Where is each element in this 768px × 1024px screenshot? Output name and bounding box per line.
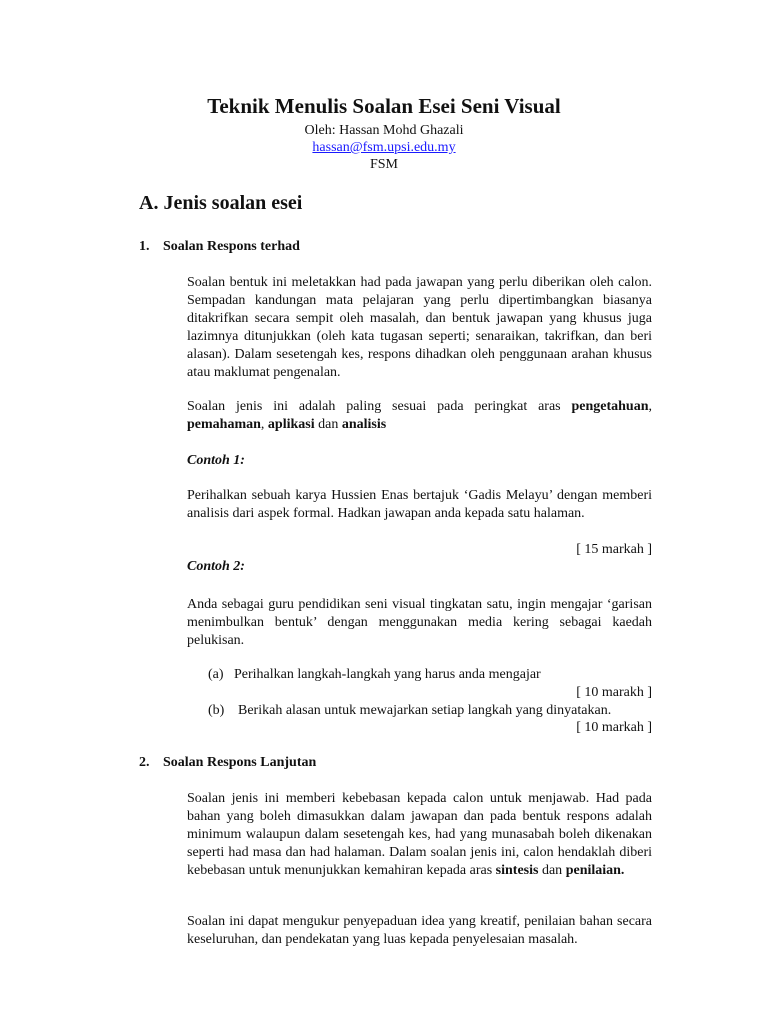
s1-p2-comma: , [260,417,268,432]
document-title: Teknik Menulis Soalan Esei Seni Visual [207,94,561,118]
s1-paragraph-2 [187,398,652,434]
section-a-heading: A. Jenis soalan esei [139,192,303,214]
email-line [0,139,768,157]
item-a-marks: [ 10 marakh ] [576,685,652,700]
question-item-b [208,702,611,720]
subsection-1-heading [139,239,300,255]
s1-p2-bold-pemahaman: pemahaman [187,417,261,432]
contoh-2-label: Contoh 2: [187,559,245,574]
subsection-2-title: Soalan Respons Lanjutan [163,755,317,770]
email-link[interactable]: hassan@fsm.upsi.edu.my [312,140,456,155]
s1-p2-bold-analisis: analisis [341,417,387,432]
s1-p2-bold-pengetahuan: pengetahuan [571,399,649,414]
item-a-text: Perihalkan langkah-langkah yang harus anda mengajar [234,667,541,682]
s1-p2-text: Soalan jenis ini adalah paling sesuai pada peringkat aras [187,399,572,414]
question-item-a [208,666,541,684]
contoh-1-text: Perihalkan sebuah karya Hussien Enas bertajuk ‘Gadis Melayu’ dengan memberi analisis dari aspek formal. Hadkan jawapan anda kepada satu halaman. [187,488,652,521]
author-line: Oleh: Hassan Mohd Ghazali [304,123,464,138]
contoh-1-label: Contoh 1: [187,453,245,468]
s2-p1-bold-sintesis: sintesis [495,863,539,878]
s1-p2-bold-aplikasi: aplikasi [267,417,315,432]
item-a-label: (a) [208,667,224,682]
s2-paragraph-2: Soalan ini dapat mengukur penyepaduan idea yang kreatif, penilaian bahan secara keseluruhan, dan pendekatan yang luas kepada penyelesaian masalah. [187,914,652,947]
item-b-marks: [ 10 markah ] [576,720,652,735]
s2-p1-text: Soalan jenis ini memberi kebebasan kepada calon untuk menjawab. Had pada bahan yang boleh dimasukkan dalam jawapan dan pada bentuk respons adalah minimum walaupun dalam sesetengah kes, had yang munasabah boleh dikenakan seperti had masa dan had halaman. Dalam soalan jenis ini, calon hendaklah diberi kebebasan untuk menunjukkan kemahiran kepada aras [187,791,652,878]
s2-paragraph-1 [187,790,652,880]
s2-p1-and: dan [538,863,566,878]
contoh-2-text: Anda sebagai guru pendidikan seni visual tingkatan satu, ingin mengajar ‘garisan menimbulkan bentuk’ dengan menggunakan media kering sebagai kaedah pelukisan. [187,597,652,648]
s1-p2-and: dan [314,417,342,432]
s1-paragraph-1: Soalan bentuk ini meletakkan had pada jawapan yang perlu diberikan oleh calon. Sempadan kandungan mata pelajaran yang perlu dipertimbangkan biasanya ditakrifkan secara sempit oleh masalah, dan bentuk jawapan yang khusus juga lazimnya ditunjukkan (oleh kata tugasan seperti; senaraikan, takrifkan, dan beri alasan). Dalam sesetengah kes, respons dihadkan oleh penggunaan arahan khusus atau maklumat pengenalan. [187,275,652,380]
item-b-text: Berikah alasan untuk mewajarkan setiap langkah yang dinyatakan. [238,703,612,718]
subsection-2-heading [139,755,316,771]
item-b-label: (b) [208,703,225,718]
subsection-1-number: 1. [139,239,150,254]
subsection-2-number: 2. [139,755,150,770]
subsection-1-title: Soalan Respons terhad [163,239,300,254]
contoh-1-marks: [ 15 markah ] [576,542,652,557]
s2-p1-bold-penilaian: penilaian. [565,863,625,878]
faculty-line: FSM [369,157,399,172]
s1-p2-comma: , [648,399,652,414]
